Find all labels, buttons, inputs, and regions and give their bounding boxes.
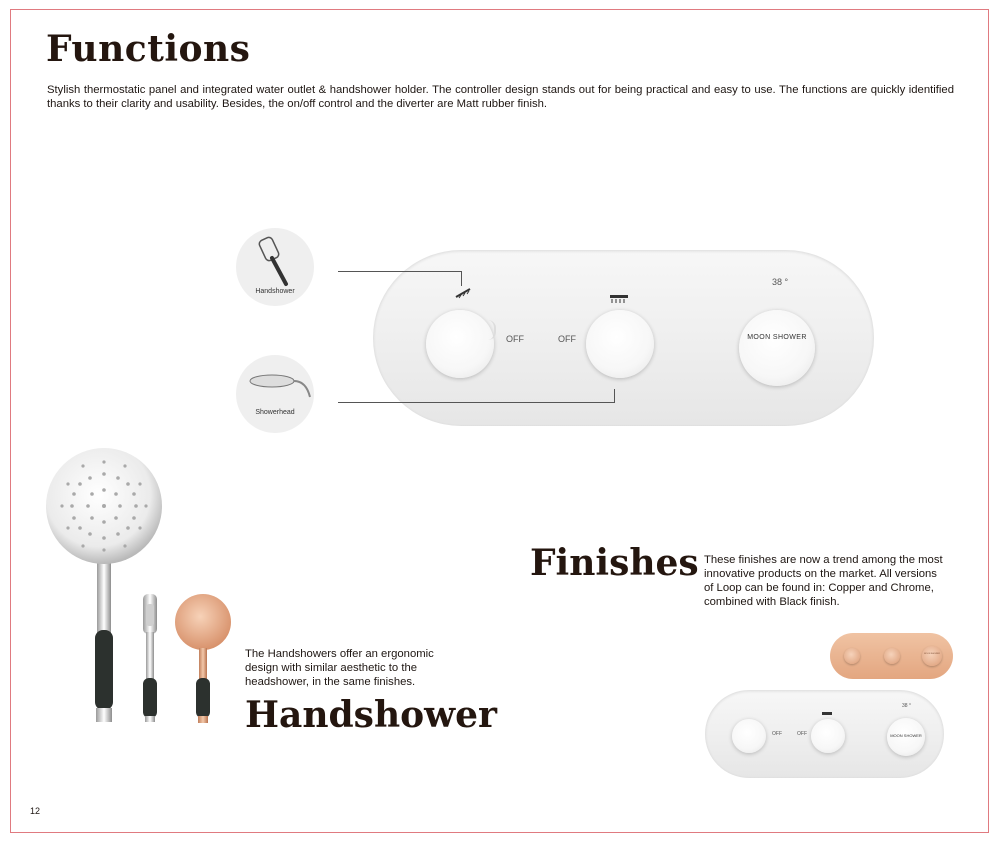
brand-label: MOON SHOWER	[747, 334, 807, 341]
showerhead-bubble-label: Showerhead	[255, 409, 295, 416]
finishes-title: Finishes	[530, 542, 699, 584]
handshower-products-image	[45, 444, 235, 726]
chrome-brand-label: MOON SHOWER	[890, 733, 922, 738]
showerhead-symbol-icon	[609, 294, 629, 304]
chrome-knob-2	[811, 719, 845, 753]
handshower-connector-line	[338, 271, 462, 272]
knob2-off-label: OFF	[558, 334, 576, 344]
functions-intro: Stylish thermostatic panel and integrated water outlet & handshower holder. The controller design stands out for being practical and easy to use. The functions are quickly identified thanks to their clarity and usability. Besides, the on/off control and the diverter are Matt rubber finish.	[47, 84, 954, 110]
copper-brand-label: MOON SHOWER	[924, 653, 940, 655]
knob-lever	[484, 320, 496, 340]
chrome-knob-1	[732, 719, 766, 753]
handshower-connector-drop	[461, 271, 462, 286]
showerhead-icon	[244, 369, 314, 399]
copper-knob-2	[884, 648, 900, 664]
handshower-title: Handshower	[245, 694, 497, 736]
handshower-icon	[258, 236, 292, 288]
page-number: 12	[30, 806, 41, 816]
copper-knob-1	[844, 648, 860, 664]
chrome-knob2-off-label: OFF	[797, 731, 807, 737]
handshower-text: The Handshowers offer an ergonomic design with similar aesthetic to the headshower, in the same finishes.	[245, 648, 434, 688]
chrome-showerhead-symbol-icon	[822, 712, 832, 715]
handshower-bubble	[236, 228, 314, 306]
chrome-temperature-label: 38 °	[902, 703, 911, 709]
showerhead-knob	[586, 310, 654, 378]
knob1-off-label: OFF	[506, 334, 524, 344]
handshower-symbol-icon	[454, 285, 474, 299]
finishes-text: These finishes are now a trend among the most innovative products on the market. All versions of Loop can be found in: Copper and Chrome, combined with Black finish.	[704, 554, 943, 608]
handshower-bubble-label: Handshower	[255, 288, 295, 295]
showerhead-connector-rise	[614, 389, 615, 403]
copper-knob-3	[922, 646, 942, 666]
chrome-knob1-off-label: OFF	[772, 731, 782, 737]
functions-title: Functions	[46, 28, 251, 70]
showerhead-bubble	[236, 355, 314, 433]
copper-panel	[830, 633, 953, 679]
thermostatic-panel	[373, 250, 874, 426]
showerhead-connector-line	[338, 402, 615, 403]
chrome-panel	[705, 690, 944, 778]
thermostat-knob	[739, 310, 815, 386]
temperature-label: 38 °	[772, 277, 789, 287]
